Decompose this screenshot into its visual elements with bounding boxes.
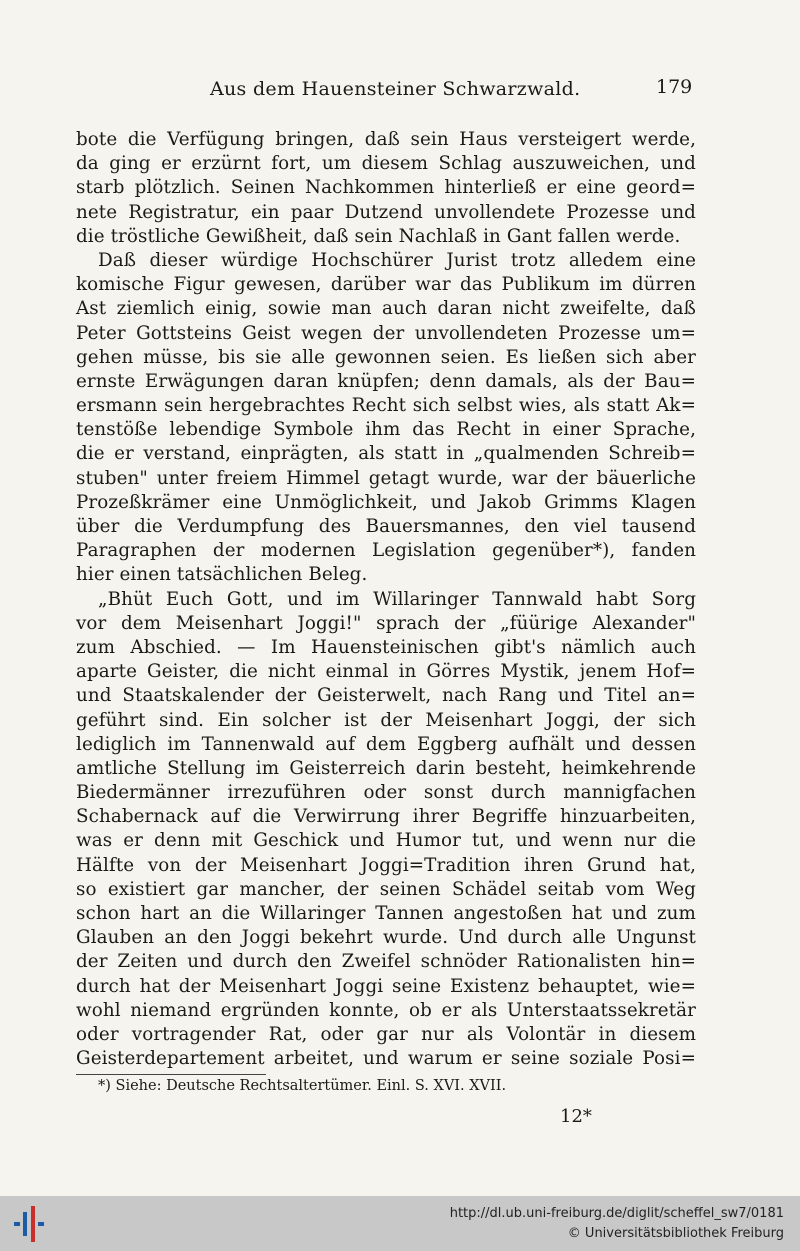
footnote-rule <box>76 1074 266 1075</box>
text-line: der Zeiten und durch den Zweifel schnöder Rationalisten hin= <box>76 951 696 973</box>
footer-bar <box>0 1196 800 1251</box>
text-line: tenstöße lebendige Symbole ihm das Recht in einer Sprache, <box>76 419 696 441</box>
text-line: vor dem Meisenhart Joggi!" sprach der „füürige Alexander" <box>76 612 696 634</box>
text-line: geführt sind. Ein solcher ist der Meisenhart Joggi, der sich <box>76 709 696 731</box>
text-line: Glauben an den Joggi bekehrt wurde. Und durch alle Ungunst <box>76 927 696 949</box>
text-line: Hälfte von der Meisenhart Joggi=Tradition ihren Grund hat, <box>76 854 696 876</box>
text-line: „Bhüt Euch Gott, und im Willaringer Tannwald habt Sorg <box>98 588 696 610</box>
text-line: da ging er erzürnt fort, um diesem Schlag auszuweichen, und <box>76 153 696 175</box>
text-line: so existiert gar mancher, der seinen Schädel seitab vom Weg <box>76 878 696 900</box>
text-line: komische Figur gewesen, darüber war das Publikum im dürren <box>76 274 696 296</box>
text-line: aparte Geister, die nicht einmal in Görres Mystik, jenem Hof= <box>76 661 696 683</box>
text-line: schon hart an die Willaringer Tannen angestoßen hat und zum <box>76 903 696 924</box>
permalink-url[interactable]: http://dl.ub.uni-freiburg.de/diglit/scheffel_sw7/0181 <box>449 1206 784 1221</box>
text-line: Daß dieser würdige Hochschürer Jurist trotz alledem eine <box>98 249 696 271</box>
body-text <box>76 128 696 1071</box>
text-line: ersmann sein hergebrachtes Recht sich selbst wies, als statt Ak= <box>76 395 696 417</box>
text-line: lediglich im Tannenwald auf dem Eggberg aufhält und dessen <box>76 733 696 755</box>
text-line: über die Verdumpfung des Bauersmannes, den viel tausend <box>76 516 696 537</box>
text-line: zum Abschied. — Im Hauensteinischen gibt's nämlich auch <box>76 636 696 658</box>
text-line: nete Registratur, ein paar Dutzend unvollendete Prozesse und <box>76 201 696 223</box>
text-line: und Staatskalender der Geisterwelt, nach Rang und Titel an= <box>76 685 696 707</box>
text-line: starb plötzlich. Seinen Nachkommen hinterließ er eine geord= <box>76 177 696 199</box>
text-line: hier einen tatsächlichen Beleg. <box>76 564 368 586</box>
text-line: Biedermänner irrezuführen oder sonst durch mannigfachen <box>76 782 696 804</box>
copyright-notice: © Universitätsbibliothek Freiburg <box>567 1226 784 1241</box>
text-line: Ast ziemlich einig, sowie man auch daran nicht zweifelte, daß <box>76 298 696 320</box>
library-logo-icon <box>12 1204 46 1244</box>
text-line: Peter Gottsteins Geist wegen der unvollendeten Prozesse um= <box>76 322 696 344</box>
text-line: Geisterdepartement arbeitet, und warum er seine soziale Posi= <box>76 1048 696 1070</box>
text-line: amtliche Stellung im Geisterreich darin besteht, heimkehrende <box>76 757 696 779</box>
text-line: stuben" unter freiem Himmel getagt wurde, war der bäuerliche <box>76 467 696 489</box>
text-line: Paragraphen der modernen Legislation gegenüber*), fanden <box>76 540 696 562</box>
footnote: *) Siehe: Deutsche Rechtsaltertümer. Einl. S. XVI. XVII. <box>98 1078 507 1094</box>
text-line: oder vortragender Rat, oder gar nur als Volontär in diesem <box>76 1023 696 1045</box>
text-line: Prozeßkrämer eine Unmöglichkeit, und Jakob Grimms Klagen <box>76 491 696 513</box>
text-line: was er denn mit Geschick und Humor tut, und wenn nur die <box>76 830 696 852</box>
running-head: Aus dem Hauensteiner Schwarzwald. <box>210 78 581 100</box>
text-line: durch hat der Meisenhart Joggi seine Existenz behauptet, wie= <box>76 975 696 997</box>
text-line: ernste Erwägungen daran knüpfen; denn damals, als der Bau= <box>76 370 696 392</box>
text-line: gehen müsse, bis sie alle gewonnen seien. Es ließen sich aber <box>76 346 696 368</box>
text-line: Schabernack auf die Verwirrung ihrer Begriffe hinzuarbeiten, <box>76 806 696 828</box>
page-number: 179 <box>656 76 693 98</box>
signature-mark: 12* <box>560 1106 592 1127</box>
text-line: die tröstliche Gewißheit, daß sein Nachlaß in Gant fallen werde. <box>76 225 681 247</box>
text-line: die er verstand, einprägten, als statt in „qualmenden Schreib= <box>76 443 696 465</box>
text-line: wohl niemand ergründen konnte, ob er als Unterstaatssekretär <box>76 999 696 1021</box>
text-line: bote die Verfügung bringen, daß sein Haus versteigert werde, <box>76 129 696 150</box>
